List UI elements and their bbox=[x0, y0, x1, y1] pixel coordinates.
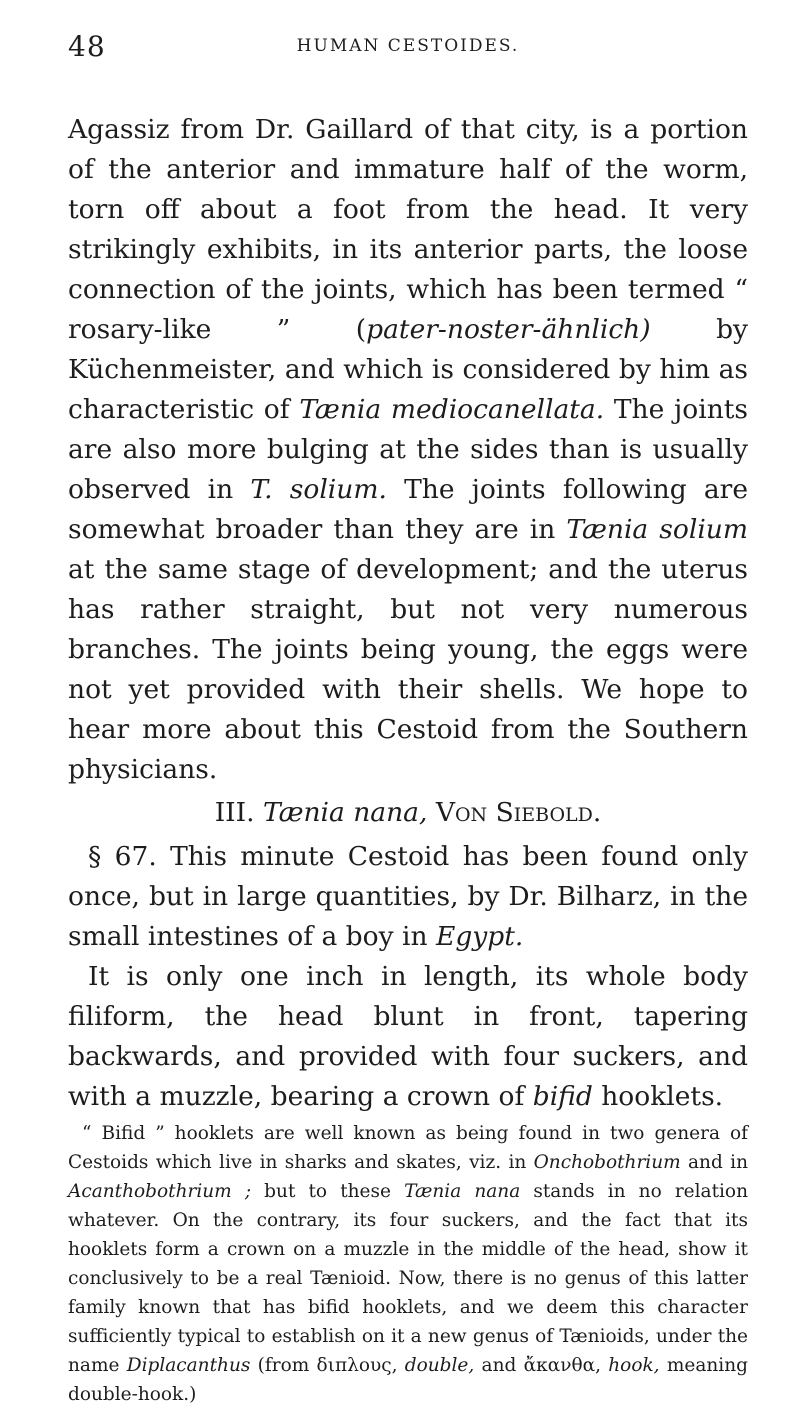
book-page bbox=[68, 30, 748, 1409]
page-header bbox=[68, 30, 748, 70]
paragraph-description: It is only one inch in length, its whole body filiform, the head blunt in front, tapering backwards, and provided with four suckers, and with a muzzle, bearing a crown of bifid hooklets. bbox=[68, 961, 748, 1112]
section-heading: III. Tænia nana, Von Siebold. bbox=[214, 797, 602, 828]
footnote: “ Bifid ” hooklets are well known as being found in two genera of Cestoids which live in sharks and skates, viz. in Onchobothrium and in Acanthobothrium ; but to these Tænia nana stands in no relation whatever. On the contrary, its four suckers, and the fact that its hooklets form a crown on a muzzle in the middle of the head, show it conclusively to be a real Tænioid. Now, there is no genus of this latter family known that has bifid hooklets, and we deem this character sufficiently typical to establish on it a new genus of Tænioids, under the name Diplacanthus (from διπλους, double, and ἄκανθα, hook, meaning double-hook.) bbox=[68, 1123, 748, 1405]
running-title: HUMAN CESTOIDES. bbox=[296, 36, 520, 56]
paragraph-section-67: § 67. This minute Cestoid has been found only once, but in large quantities, by Dr. Bilharz, in the small intestines of a boy in Egypt. bbox=[68, 841, 748, 952]
paragraph-continuation: Agassiz from Dr. Gaillard of that city, is a portion of the anterior and immature half of the worm, torn off about a foot from the head. It very strikingly exhibits, in its anterior parts, the loose connection of the joints, which has been termed “ rosary-like ” (pater-noster-ähnlich) by Küchenmeister, and which is considered by him as characteristic of Tænia mediocanellata. The joints are also more bulging at the sides than is usually observed in T. solium. The joints following are somewhat broader than they are in Tænia solium at the same stage of development; and the uterus has rather straight, but not very numerous branches. The joints being young, the eggs were not yet provided with their shells. We hope to hear more about this Cestoid from the Southern physicians. bbox=[68, 114, 749, 785]
body-text bbox=[68, 110, 748, 1117]
page-number: 48 bbox=[68, 30, 106, 63]
